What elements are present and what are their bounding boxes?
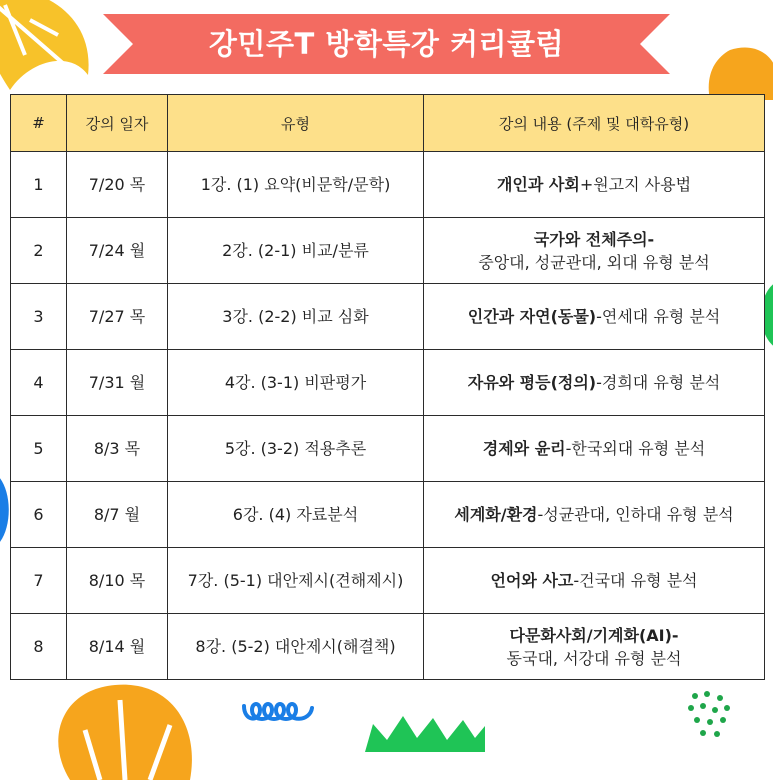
row-contents [424,350,765,416]
header-date: 강의 일자 [67,95,168,152]
table-row [11,152,765,218]
row-detail: 중앙대, 성균관대, 외대 유형 분석 [478,252,710,272]
row-detail: -건국대 유형 분석 [573,571,698,590]
header-contents: 강의 내용 (주제 및 대학유형) [424,95,765,152]
row-contents [424,614,765,680]
row-topic: 개인과 사회 [496,175,580,194]
table-header-row [11,95,765,152]
row-type: 6강. (4) 자료분석 [168,482,424,548]
row-detail: +원고지 사용법 [579,175,692,194]
row-detail: -한국외대 유형 분석 [565,439,706,458]
row-type: 7강. (5-1) 대안제시(견해제시) [168,548,424,614]
row-contents [424,548,765,614]
row-number: 8 [11,614,67,680]
row-date: 7/24 월 [67,218,168,284]
table-row [11,416,765,482]
row-number: 7 [11,548,67,614]
table-row [11,614,765,680]
row-contents [424,284,765,350]
row-number: 3 [11,284,67,350]
row-date: 8/10 목 [67,548,168,614]
row-date: 7/20 목 [67,152,168,218]
header-type: 유형 [168,95,424,152]
table-row [11,284,765,350]
row-date: 8/3 목 [67,416,168,482]
row-detail: -성균관대, 인하대 유형 분석 [537,505,734,524]
row-type: 5강. (3-2) 적용추론 [168,416,424,482]
row-date: 8/14 월 [67,614,168,680]
table-row [11,548,765,614]
row-number: 5 [11,416,67,482]
row-number: 4 [11,350,67,416]
dot-cluster-icon [685,690,735,740]
title-banner [103,14,670,74]
table-row [11,482,765,548]
row-type: 2강. (2-1) 비교/분류 [168,218,424,284]
row-date: 8/7 월 [67,482,168,548]
row-detail: -연세대 유형 분석 [596,307,721,326]
row-type: 1강. (1) 요약(비문학/문학) [168,152,424,218]
row-detail: 동국대, 서강대 유형 분석 [506,648,682,668]
row-contents [424,152,765,218]
row-number: 2 [11,218,67,284]
grass-tuft-icon [365,712,485,752]
page-title: 강민주T 방학특강 커리큘럼 [208,27,565,61]
row-contents [424,416,765,482]
row-topic: 인간과 자연(동물) [467,307,597,326]
row-topic: 국가와 전체주의- [533,229,655,249]
row-topic: 경제와 윤리 [482,439,566,458]
row-contents [424,482,765,548]
row-topic: 언어와 사고 [490,571,574,590]
table-row [11,218,765,284]
curriculum-table [10,94,765,680]
row-type: 8강. (5-2) 대안제시(해결책) [168,614,424,680]
row-date: 7/31 월 [67,350,168,416]
row-contents [424,218,765,284]
row-date: 7/27 목 [67,284,168,350]
swirl-squiggle-icon [242,700,314,724]
row-topic: 다문화사회/기계화(AI)- [509,625,679,645]
row-detail: -경희대 유형 분석 [596,373,721,392]
row-number: 6 [11,482,67,548]
table-row [11,350,765,416]
row-number: 1 [11,152,67,218]
row-topic: 자유와 평등(정의) [467,373,597,392]
monstera-leaf-bottom-left [40,670,210,780]
header-number: # [11,95,67,152]
row-type: 4강. (3-1) 비판평가 [168,350,424,416]
row-topic: 세계화/환경 [454,505,538,524]
row-type: 3강. (2-2) 비교 심화 [168,284,424,350]
